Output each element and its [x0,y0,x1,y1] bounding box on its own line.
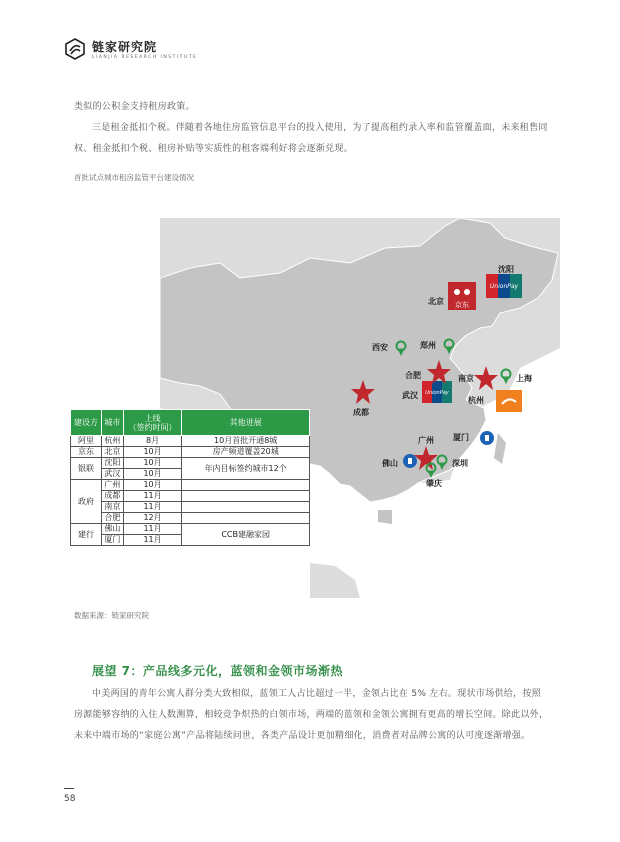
label-hangzhou: 杭州 [468,396,484,405]
table-cell: 10月首批开通8城 [182,436,310,447]
hainan-land [378,510,392,524]
label-xiamen: 厦门 [453,433,469,442]
section-paragraph: 中美两国的青年公寓人群分类大致相似，蓝领工人占比超过一半，金领占比在 5% 左右。现状市场供给，按照房源能够容纳的入住人数测算，相较竞争炽热的白领市场，两端的蓝领和金领公寓拥有更高的增长空间。除此以外，未来中端市场的“家庭公寓”产品将陆续问世，各类产品设计更加精细化，消费者对品牌公寓的认可度逐渐增强。 [74,689,549,741]
label-foshan: 佛山 [382,459,398,468]
table-row [71,458,310,469]
unionpay-text: UnionPay [489,283,519,290]
label-shenyang: 沈阳 [498,265,514,274]
table-cell: 年内目标签约城市12个 [182,458,310,480]
table-cell: 10月 [123,469,182,480]
table-row [71,491,310,502]
unionpay-logo-wuhan [422,381,452,403]
jd-logo-text: 京东 [455,301,469,309]
page-number: 58 [64,794,76,804]
platform-table [70,409,310,546]
table-cell: 银联 [71,458,102,480]
figure-caption: 首批试点城市租房监管平台建设情况 [74,173,194,182]
col-header-progress: 其他进展 [182,410,310,436]
table-cell: 南京 [101,502,123,513]
table-cell: 武汉 [101,469,123,480]
table-cell: 阿里 [71,436,102,447]
table-cell: 杭州 [101,436,123,447]
southeast-asia-land [310,563,360,598]
label-wuhan: 武汉 [402,391,418,400]
taiwan-land [494,433,506,464]
table-cell: 沈阳 [101,458,123,469]
label-shanghai: 上海 [516,374,532,383]
figure-source: 数据来源：链家研究院 [74,611,149,620]
alibaba-logo [496,390,522,412]
logo-text: 链家研究院 [92,40,158,54]
table-cell: 10月 [123,480,182,491]
table-cell: 北京 [101,447,123,458]
label-guangzhou: 广州 [418,436,434,445]
unionpay-text-2: UnionPay [425,390,449,396]
ccb-logo-xiamen [480,431,494,445]
label-nanjing: 南京 [458,374,474,383]
table-cell: 8月 [123,436,182,447]
label-beijing: 北京 [428,297,444,306]
paragraph-1: 类似的公积金支持租房政策。 [74,102,195,112]
table-cell [182,491,310,502]
col-header-builder: 建设方 [71,410,102,436]
paragraph-2: 三是租金抵扣个税。伴随着各地住房监管信息平台的投入使用，为了提高租约录入率和监管覆盖面，未来租售同权、租金抵扣个税、租房补贴等实质性的租客端利好将会逐渐兑现。 [74,123,548,154]
logo-mark-icon [64,38,86,60]
col-header-city: 城市 [101,410,123,436]
table-cell: CCB建融家园 [182,524,310,546]
table-cell: 成都 [101,491,123,502]
table-cell [182,502,310,513]
table-cell: 京东 [71,447,102,458]
table-row [71,524,310,535]
table-cell: 11月 [123,535,182,546]
table-cell: 10月 [123,447,182,458]
table-cell: 房产频道覆盖20城 [182,447,310,458]
table-cell: 12月 [123,513,182,524]
col-header-launch: 上线 （签约时间） [123,410,182,436]
table-cell: 政府 [71,480,102,524]
table-cell: 11月 [123,491,182,502]
table-cell: 建行 [71,524,102,546]
table-cell: 11月 [123,502,182,513]
table-row [71,436,310,447]
table-cell [182,480,310,491]
logo-subtitle: LIANJIA RESEARCH INSTITUTE [92,55,198,60]
label-zhengzhou: 郑州 [420,341,436,350]
table-cell: 10月 [123,458,182,469]
table-row [71,502,310,513]
label-hefei: 合肥 [405,371,421,380]
jd-logo [448,282,476,310]
label-xian: 西安 [372,343,388,352]
table-cell: 厦门 [101,535,123,546]
logo [64,38,197,60]
table-cell: 佛山 [101,524,123,535]
ccb-logo-foshan [403,454,417,468]
table-cell: 合肥 [101,513,123,524]
table-cell: 11月 [123,524,182,535]
page-number-rule [64,788,74,789]
unionpay-logo-shenyang [486,274,522,298]
table-cell [182,513,310,524]
table-row [71,480,310,491]
label-chengdu: 成都 [353,408,369,417]
label-shenzhen: 深圳 [452,459,468,468]
table-row [71,447,310,458]
table-cell: 广州 [101,480,123,491]
section-title: 展望 7：产品线多元化，蓝领和金领市场渐热 [92,664,344,678]
label-zhaoqing: 肇庆 [426,479,442,488]
table-row [71,513,310,524]
